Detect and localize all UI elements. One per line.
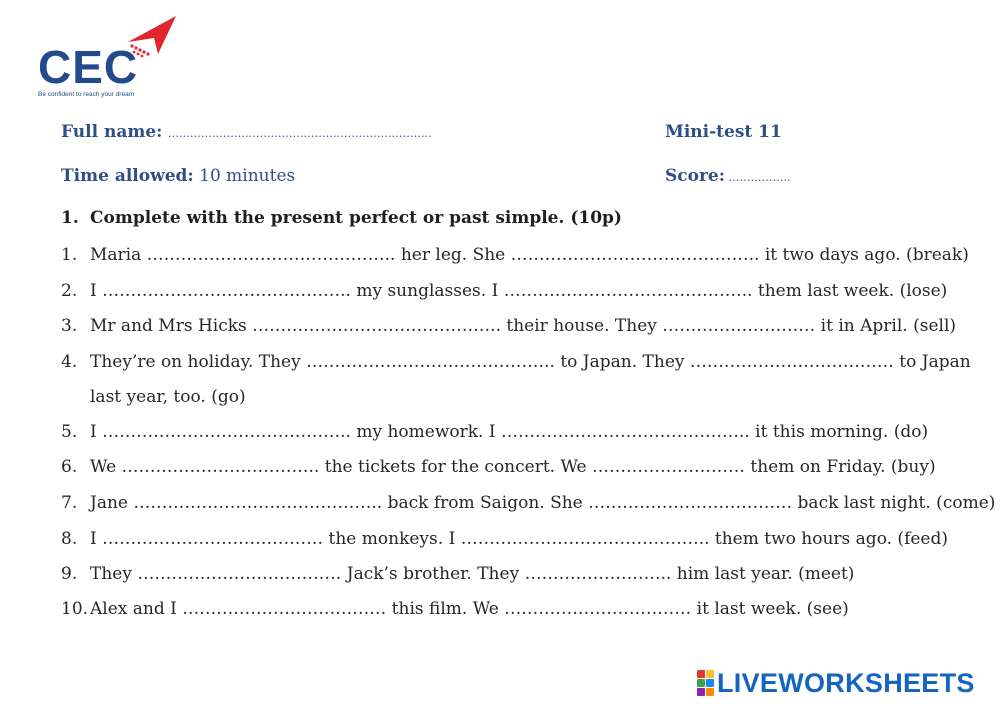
- minitest-title: Mini-test 11: [665, 122, 782, 142]
- list-item[interactable]: 7. Jane …………………………………….. back from Saigon. She ……………………………… back last night. (come): [61, 493, 996, 513]
- cec-logo: [38, 14, 188, 102]
- list-item-continuation: last year, too. (go): [90, 387, 246, 407]
- full-name-blank[interactable]: ………………………………………………………………: [167, 127, 432, 140]
- list-item[interactable]: 4. They’re on holiday. They …………………………………….. to Japan. They ……………………………… to Japan: [61, 352, 971, 372]
- liveworksheets-icon: [697, 670, 714, 696]
- score-field: [665, 166, 791, 186]
- list-item[interactable]: 5. I …………………………………….. my homework. I …………………………………….. it this morning. (do): [61, 422, 929, 442]
- list-item[interactable]: 3. Mr and Mrs Hicks …………………………………….. their house. They ……………………… it in April. (sell): [61, 316, 957, 336]
- list-item[interactable]: 9. They ……………………………… Jack’s brother. They …………………….. him last year. (meet): [61, 564, 855, 584]
- time-label: Time allowed:: [61, 166, 194, 186]
- exercise-title: Complete with the present perfect or past simple. (10p): [90, 208, 622, 228]
- logo-tagline: Be confident to reach your dream: [38, 91, 135, 98]
- logo-wordmark: CEC: [38, 41, 139, 93]
- exercise-number: 1.: [61, 208, 79, 228]
- list-item[interactable]: 10. Alex and I ……………………………… this film. We …………………………… it last week. (see): [61, 599, 849, 619]
- full-name-field: [61, 122, 432, 142]
- score-blank[interactable]: ……………..: [725, 171, 791, 184]
- time-allowed: [61, 166, 295, 186]
- list-item[interactable]: 8. I ………………………………… the monkeys. I …………………………………….. them two hours ago. (feed): [61, 529, 948, 549]
- full-name-label: Full name:: [61, 122, 163, 142]
- list-item[interactable]: 2. I …………………………………….. my sunglasses. I …………………………………….. them last week. (lose): [61, 281, 948, 301]
- exercise-heading: [61, 208, 622, 228]
- time-value: 10 minutes: [193, 166, 296, 186]
- liveworksheets-wordmark: LIVEWORKSHEETS: [717, 667, 975, 698]
- score-label: Score:: [665, 166, 726, 186]
- list-item[interactable]: 6. We …………………………….. the tickets for the concert. We ……………………… them on Friday. (buy): [61, 457, 936, 477]
- liveworksheets-brand: [697, 668, 975, 698]
- list-item[interactable]: 1. Maria …………………………………….. her leg. She …………………………………….. it two days ago. (break): [61, 245, 969, 265]
